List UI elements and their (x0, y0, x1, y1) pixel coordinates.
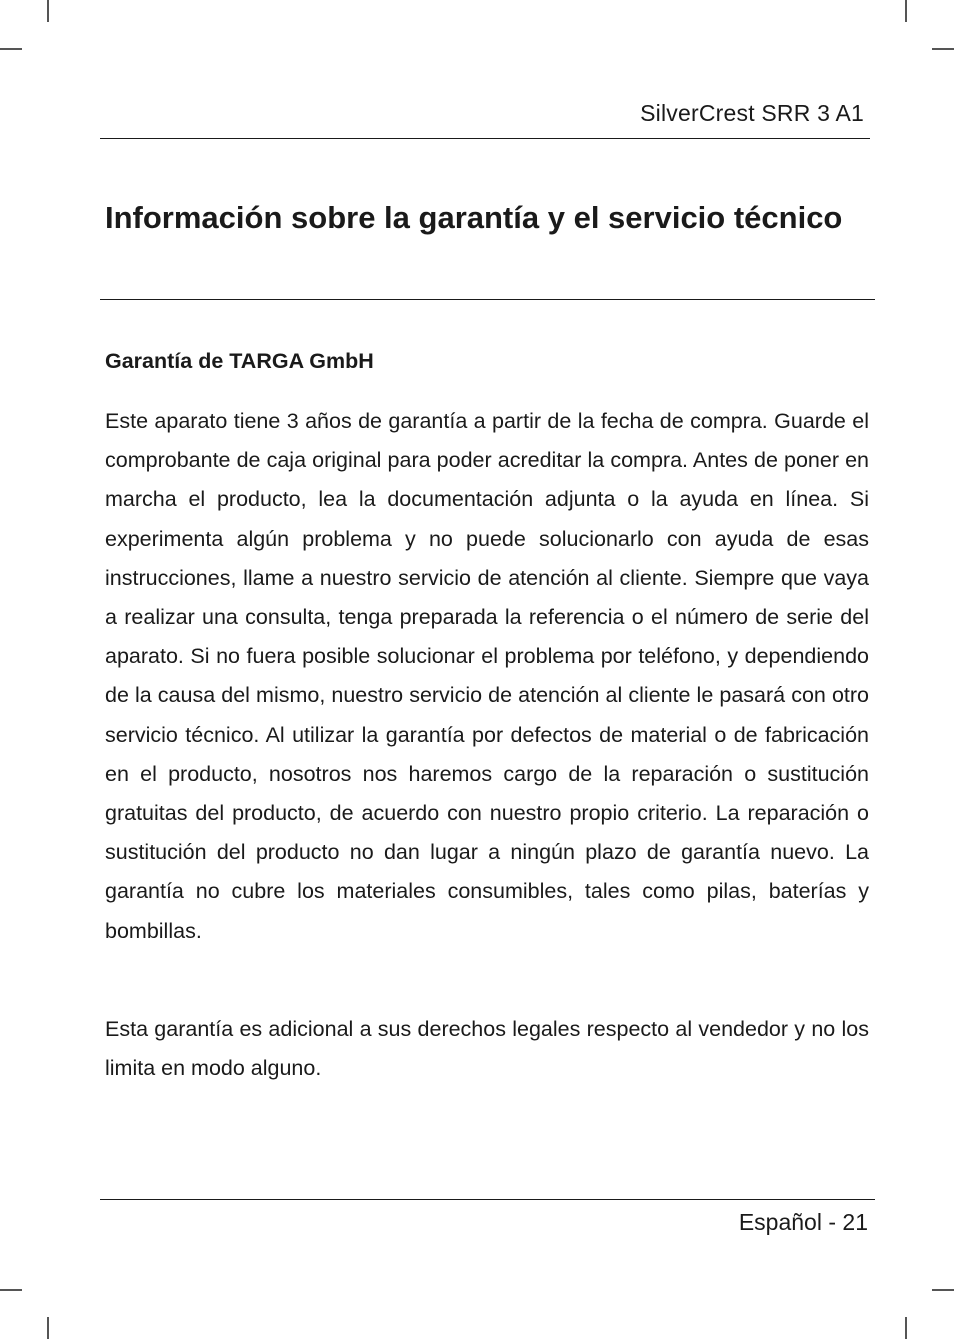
footer-divider (100, 1199, 875, 1200)
legal-rights-paragraph: Esta garantía es adicional a sus derechos legales respecto al vendedor y no los limita en modo alguno. (105, 1017, 869, 1081)
crop-mark-bottom-right-horizontal (932, 1289, 954, 1291)
crop-mark-top-left-horizontal (0, 48, 22, 50)
crop-mark-bottom-left-horizontal (0, 1289, 22, 1291)
page-number: 21 (842, 1209, 868, 1235)
crop-mark-top-right-horizontal (932, 48, 954, 50)
footer-language: Español (738, 1209, 822, 1235)
crop-mark-bottom-left-vertical (47, 1317, 49, 1339)
crop-mark-top-right-vertical (905, 0, 907, 22)
running-header-product: SilverCrest SRR 3 A1 (640, 100, 864, 126)
page-footer (739, 1206, 868, 1238)
header-divider (100, 138, 870, 139)
footer-separator: - (821, 1209, 843, 1235)
crop-mark-bottom-right-vertical (905, 1317, 907, 1339)
chapter-title: Información sobre la garantía y el servicio técnico (105, 200, 843, 235)
warranty-paragraph: Este aparato tiene 3 años de garantía a partir de la fecha de compra. Guarde el comprobante de caja original para poder acreditar la compra. Antes de poner en marcha el producto, lea la documentación adjunta o la ayuda en línea. Si experimenta algún problema y no puede solucionarlo con ayuda de esas instrucciones, llame a nuestro servicio de atención al cliente. Siempre que vaya a realizar una consulta, tenga preparada la referencia o el número de serie del aparato. Si no fuera posible solucionar el problema por teléfono, y dependiendo de la causa del mismo, nuestro servicio de atención al cliente le pasará con otro servicio técnico. Al utilizar la garantía por defectos de material o de fabricación en el producto, nosotros nos haremos cargo de la reparación o sustitución gratuitas del producto, de acuerdo con nuestro propio criterio. La reparación o sustitución del producto no dan lugar a ningún plazo de garantía nuevo. La garantía no cubre los materiales consumibles, tales como pilas, baterías y bombillas. (105, 409, 869, 943)
section-heading: Garantía de TARGA GmbH (105, 349, 374, 373)
crop-mark-top-left-vertical (47, 0, 49, 22)
title-divider (100, 299, 875, 300)
